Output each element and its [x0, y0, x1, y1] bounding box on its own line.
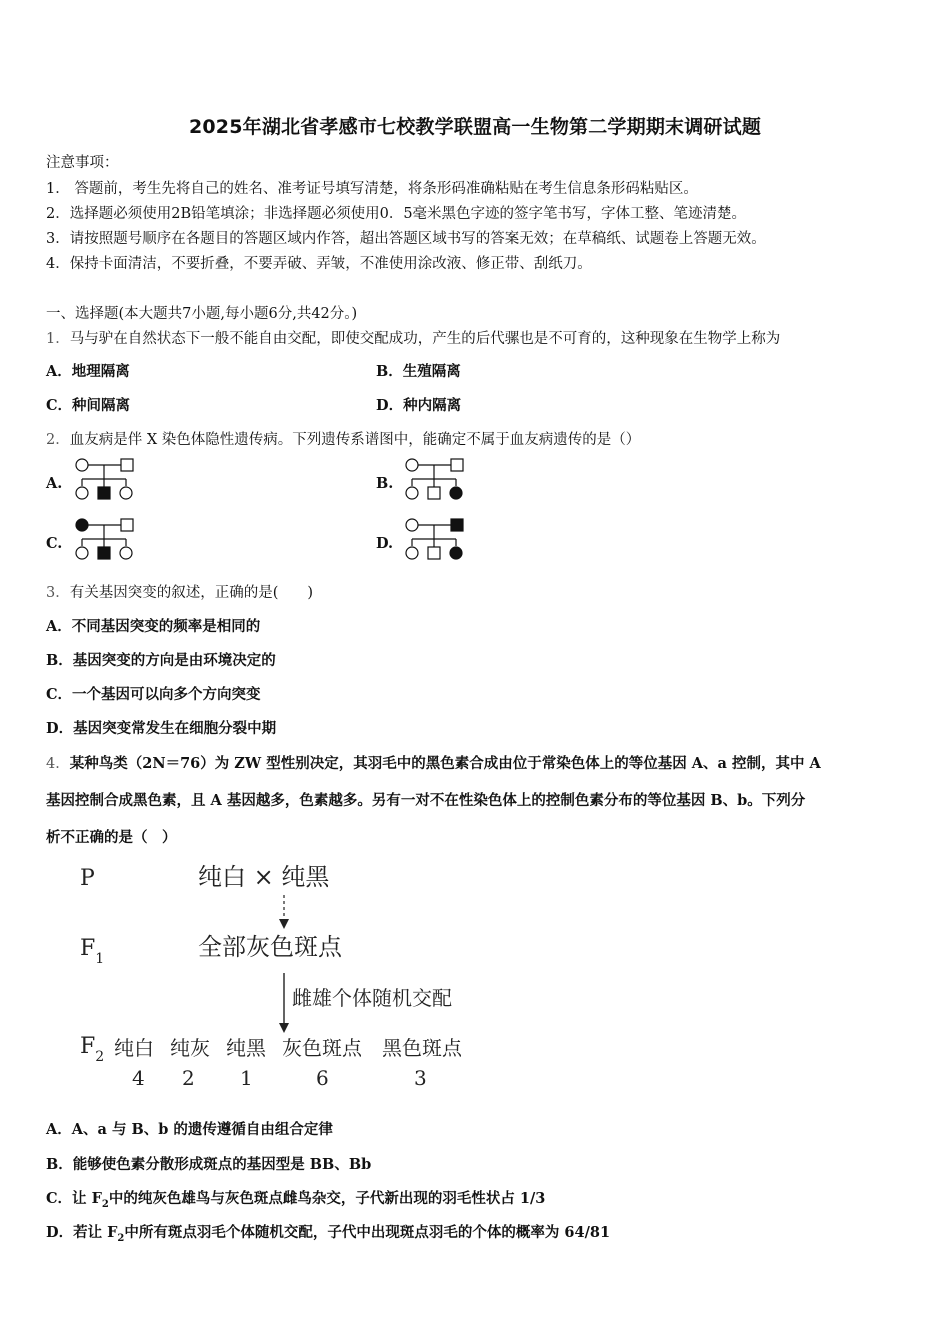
- f2-ratio-2: 2: [182, 1066, 195, 1090]
- q1-option-d[interactable]: D．种内隔离: [376, 397, 462, 414]
- q2-option-d[interactable]: D.: [376, 535, 394, 552]
- question-2-text: 血友病是伴 X 染色体隐性遗传病。下列遗传系谱图中，能确定不属于血友病遗传的是（）: [69, 432, 641, 448]
- question-3-stem: [46, 581, 313, 602]
- question-1-text: 马与驴在自然状态下一般不能自由交配，即使交配成功，产生的后代骡也是不可育的，这种现象在生物学上称为: [69, 331, 781, 347]
- cross-scheme-diagram: [70, 855, 490, 1095]
- mating-label: 雌雄个体随机交配: [292, 986, 452, 1010]
- generation-f2-label: [80, 1034, 104, 1065]
- q2-option-c[interactable]: C.: [46, 535, 63, 552]
- question-4-stem-line-1: [46, 752, 821, 773]
- f1-letter: F: [80, 936, 96, 961]
- pedigree-b: [402, 456, 468, 502]
- question-2-stem: [46, 428, 640, 449]
- q1-option-b[interactable]: B．生殖隔离: [376, 363, 461, 380]
- q1-option-a[interactable]: A．地理隔离: [46, 363, 130, 380]
- q3-option-d[interactable]: D．基因突变常发生在细胞分裂中期: [46, 720, 277, 737]
- f2-phenotype-2: 纯灰: [170, 1036, 210, 1060]
- question-3-text: 有关基因突变的叙述，正确的是( ): [69, 585, 314, 601]
- f1-subscript: 1: [95, 951, 105, 967]
- question-1-stem: [46, 327, 780, 348]
- f1-phenotype: 全部灰色斑点: [198, 933, 342, 961]
- generation-f1-label: [80, 936, 104, 967]
- notice-heading: 注意事项：: [46, 155, 119, 171]
- q4-option-c-text: 中的纯灰色雄鸟与灰色斑点雌鸟杂交，子代新出现的羽毛性状占 1/3: [108, 1190, 546, 1207]
- q4-option-a[interactable]: A．A、a 与 B、b 的遗传遵循自由组合定律: [46, 1121, 333, 1138]
- question-1-number: 1．: [46, 331, 70, 347]
- q4-option-b[interactable]: B．能够使色素分散形成斑点的基因型是 BB、Bb: [46, 1156, 372, 1173]
- question-4-stem-line-2: 基因控制合成黑色素，且 A 基因越多，色素越多。另有一对不在性染色体上的控制色素分布的等位基因 B、b。下列分: [46, 792, 806, 809]
- q4-option-d-prefix: D．若让 F: [46, 1224, 118, 1241]
- q2-option-a[interactable]: A.: [46, 475, 63, 492]
- notice-item-3: 3．请按照题号顺序在各题目的答题区域内作答，超出答题区域书写的答案无效；在草稿纸、试题卷上答题无效。: [46, 231, 766, 247]
- pedigree-d: [402, 516, 468, 562]
- q3-option-c[interactable]: C．一个基因可以向多个方向突变: [46, 686, 261, 703]
- q4-option-c[interactable]: [46, 1187, 545, 1210]
- q3-option-a[interactable]: A．不同基因突变的频率是相同的: [46, 618, 261, 635]
- pedigree-c: [72, 516, 138, 562]
- page-title: 2025年湖北省孝感市七校教学联盟高一生物第二学期期末调研试题: [188, 116, 762, 138]
- f2-phenotype-5: 黑色斑点: [382, 1036, 462, 1060]
- notice-item-4: 4．保持卡面清洁，不要折叠，不要弄破、弄皱，不准使用涂改液、修正带、刮纸刀。: [46, 256, 592, 272]
- f2-phenotype-3: 纯黑: [226, 1036, 266, 1060]
- generation-p-label: P: [80, 866, 95, 891]
- question-2-number: 2．: [46, 432, 70, 448]
- solid-arrow-head: [279, 1023, 289, 1033]
- f2-ratio-1: 4: [132, 1066, 145, 1090]
- question-4-number: 4．: [46, 756, 70, 772]
- q1-option-c[interactable]: C．种间隔离: [46, 397, 131, 414]
- f2-letter: F: [80, 1034, 96, 1059]
- q3-option-b[interactable]: B．基因突变的方向是由环境决定的: [46, 652, 276, 669]
- q4-option-d-text: 中所有斑点羽毛个体随机交配，子代中出现斑点羽毛的个体的概率为 64/81: [124, 1224, 611, 1241]
- f2-subscript: 2: [95, 1049, 105, 1065]
- f2-phenotype-1: 纯白: [114, 1036, 154, 1060]
- dashed-arrow-head: [279, 919, 289, 929]
- parent-cross: 纯白 × 纯黑: [198, 863, 330, 891]
- notice-item-2: 2．选择题必须使用2B铅笔填涂；非选择题必须使用0．5毫米黑色字迹的签字笔书写，字体工整、笔迹清楚。: [46, 206, 747, 222]
- q4-option-d[interactable]: [46, 1221, 610, 1244]
- q4-option-c-sub: 2: [101, 1198, 109, 1210]
- question-4-text-1: 某种鸟类（2N＝76）为 ZW 型性别决定，其羽毛中的黑色素合成由位于常染色体上的等位基因 A、a 控制，其中 A: [69, 755, 821, 772]
- f2-phenotype-4: 灰色斑点: [282, 1036, 362, 1060]
- q4-option-c-prefix: C．让 F: [46, 1190, 102, 1207]
- q4-option-d-sub: 2: [117, 1232, 125, 1244]
- f2-ratio-4: 6: [316, 1066, 329, 1090]
- q2-option-b[interactable]: B.: [376, 475, 394, 492]
- f2-ratio-5: 3: [414, 1066, 427, 1090]
- notice-item-1: 1． 答题前，考生先将自己的姓名、准考证号填写清楚，将条形码准确粘贴在考生信息条形码粘贴区。: [46, 181, 698, 197]
- pedigree-a: [72, 456, 138, 502]
- f2-ratio-3: 1: [240, 1066, 253, 1090]
- question-3-number: 3．: [46, 585, 70, 601]
- section-heading: 一、选择题(本大题共7小题,每小题6分,共42分。): [46, 306, 358, 322]
- question-4-stem-line-3: 析不正确的是（ ）: [46, 829, 177, 846]
